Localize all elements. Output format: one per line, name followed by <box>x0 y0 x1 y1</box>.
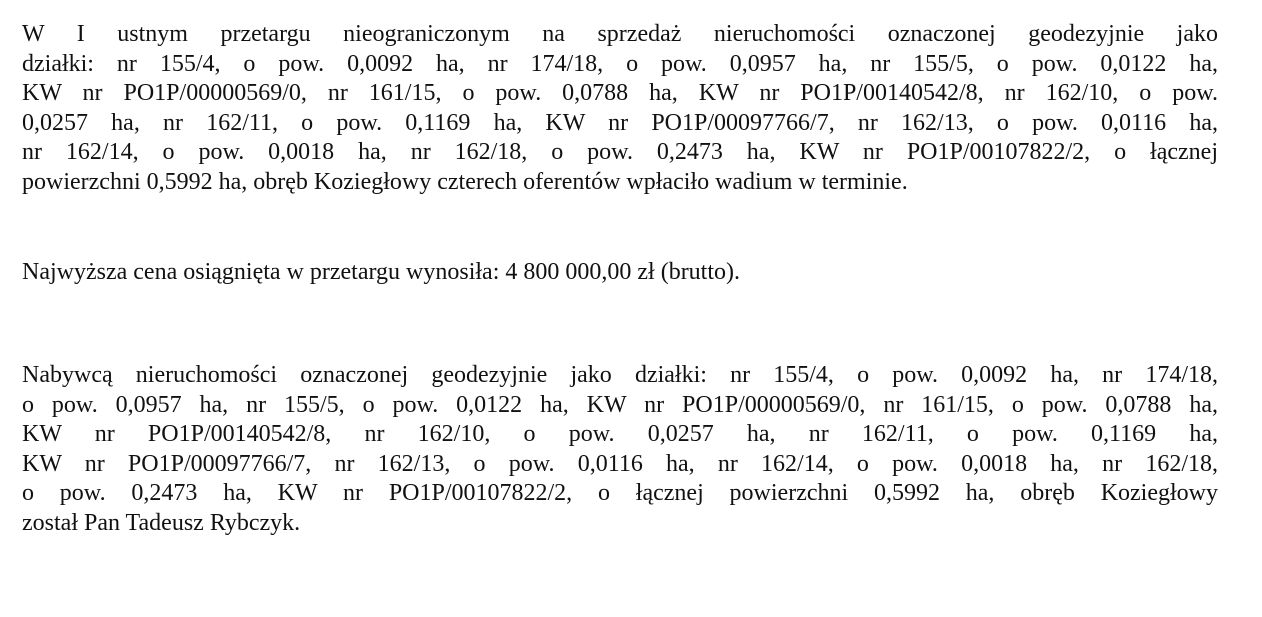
paragraph-buyer-info <box>22 361 1218 538</box>
text-line: 0,0257 ha, nr 162/11, o pow. 0,1169 ha, KW nr PO1P/00097766/7, nr 162/13, o pow. 0,0116 ha, <box>22 109 1218 136</box>
text-line: został Pan Tadeusz Rybczyk. <box>22 509 301 536</box>
text-line: KW nr PO1P/00000569/0, nr 161/15, o pow. 0,0788 ha, KW nr PO1P/00140542/8, nr 162/10, o pow. <box>22 80 1218 106</box>
text-line: W I ustnym przetargu nieograniczonym na sprzedaż nieruchomości oznaczonej geodezyjnie jako <box>22 21 1218 47</box>
text-line: Najwyższa cena osiągnięta w przetargu wynosiła: 4 800 000,00 zł (brutto). <box>22 259 741 285</box>
text-line: KW nr PO1P/00097766/7, nr 162/13, o pow. 0,0116 ha, nr 162/14, o pow. 0,0018 ha, nr 162/18, <box>22 450 1218 477</box>
text-line: Nabywcą nieruchomości oznaczonej geodezyjnie jako działki: nr 155/4, o pow. 0,0092 ha, nr 174/18, <box>22 362 1218 388</box>
text-line: o pow. 0,0957 ha, nr 155/5, o pow. 0,0122 ha, KW nr PO1P/00000569/0, nr 161/15, o pow. 0,0788 ha, <box>22 391 1218 418</box>
paragraph-tender-info <box>22 20 1218 197</box>
text-line: działki: nr 155/4, o pow. 0,0092 ha, nr 174/18, o pow. 0,0957 ha, nr 155/5, o pow. 0,0122 ha, <box>22 50 1218 77</box>
text-line: KW nr PO1P/00140542/8, nr 162/10, o pow. 0,0257 ha, nr 162/11, o pow. 0,1169 ha, <box>22 421 1218 447</box>
text-line: powierzchni 0,5992 ha, obręb Koziegłowy czterech oferentów wpłaciło wadium w terminie. <box>22 168 908 195</box>
text-line: nr 162/14, o pow. 0,0018 ha, nr 162/18, o pow. 0,2473 ha, KW nr PO1P/00107822/2, o łącznej <box>22 139 1218 165</box>
paragraph-highest-price <box>22 258 1218 288</box>
text-line: o pow. 0,2473 ha, KW nr PO1P/00107822/2, o łącznej powierzchni 0,5992 ha, obręb Koziegłowy <box>22 480 1218 506</box>
